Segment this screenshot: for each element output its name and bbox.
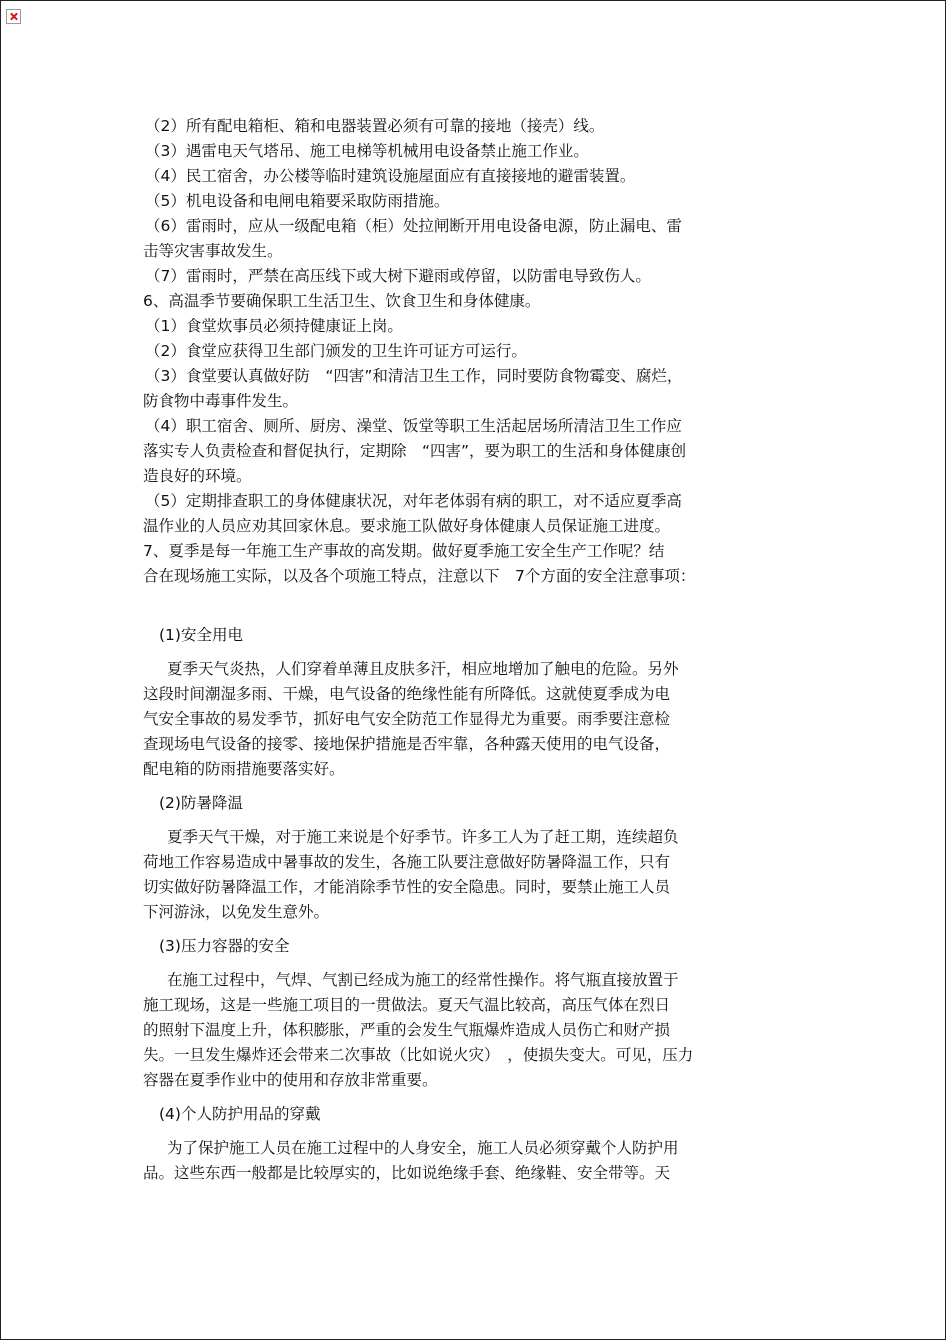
text-line: （2）食堂应获得卫生部门颁发的卫生许可证方可运行。 [145, 342, 527, 360]
text-line: （4）民工宿舍，办公楼等临时建筑设施屋面应有直接接地的避雷装置。 [145, 167, 636, 185]
text-line: 合在现场施工实际，以及各个项施工特点，注意以下 7个方面的安全注意事项： [143, 567, 696, 585]
text-line: 为了保护施工人员在施工过程中的人身安全，施工人员必须穿戴个人防护用 [167, 1139, 679, 1157]
text-line: 配电箱的防雨措施要落实好。 [143, 760, 345, 778]
text-line: （2）所有配电箱柜、箱和电器装置必须有可靠的接地（接壳）线。 [145, 117, 605, 135]
section-heading: (4)个人防护用品的穿戴 [159, 1105, 321, 1123]
text-line: 6、高温季节要确保职工生活卫生、饮食卫生和身体健康。 [143, 292, 541, 310]
text-line: （7）雷雨时，严禁在高压线下或大树下避雨或停留，以防雷电导致伤人。 [145, 267, 651, 285]
text-line: 防食物中毒事件发生。 [143, 392, 299, 410]
text-line: 品。这些东西一般都是比较厚实的，比如说绝缘手套、绝缘鞋、安全带等。天 [143, 1164, 671, 1182]
text-line: （3）遇雷电天气塔吊、施工电梯等机械用电设备禁止施工作业。 [145, 142, 589, 160]
text-line: 夏季天气炎热，人们穿着单薄且皮肤多汗，相应地增加了触电的危险。另外 [167, 660, 679, 678]
text-line: （5）机电设备和电闸电箱要采取防雨措施。 [145, 192, 450, 210]
text-line: 击等灾害事故发生。 [143, 242, 283, 260]
text-line: 夏季天气干燥，对于施工来说是个好季节。许多工人为了赶工期，连续超负 [167, 828, 679, 846]
text-line: （4）职工宿舍、厕所、厨房、澡堂、饭堂等职工生活起居场所清洁卫生工作应 [145, 417, 682, 435]
text-line: 容器在夏季作业中的使用和存放非常重要。 [143, 1071, 438, 1089]
text-line: （1）食堂炊事员必须持健康证上岗。 [145, 317, 403, 335]
document-body [143, 114, 793, 1186]
text-line: （3）食堂要认真做好防 “四害”和清洁卫生工作，同时要防食物霉变、腐烂， [145, 367, 683, 385]
text-line: 造良好的环境。 [143, 467, 252, 485]
text-line: 这段时间潮湿多雨、干燥，电气设备的绝缘性能有所降低。这就使夏季成为电 [143, 685, 671, 703]
text-line: 失。一旦发生爆炸还会带来二次事故（比如说火灾） ，使损失变大。可见，压力 [143, 1046, 694, 1064]
text-line: 在施工过程中，气焊、气割已经成为施工的经常性操作。将气瓶直接放置于 [167, 971, 679, 989]
text-line: 温作业的人员应劝其回家休息。要求施工队做好身体健康人员保证施工进度。 [143, 517, 671, 535]
text-line: 切实做好防暑降温工作，才能消除季节性的安全隐患。同时，要禁止施工人员 [143, 878, 671, 896]
text-line: 荷地工作容易造成中暑事故的发生，各施工队要注意做好防暑降温工作，只有 [143, 853, 671, 871]
text-line: 查现场电气设备的接零、接地保护措施是否牢靠，各种露天使用的电气设备， [143, 735, 671, 753]
text-line: （6）雷雨时，应从一级配电箱（柜）处拉闸断开用电设备电源，防止漏电、雷 [145, 217, 682, 235]
broken-image-icon [6, 9, 21, 24]
section-heading: (1)安全用电 [159, 626, 243, 644]
text-line: 施工现场，这是一些施工项目的一贯做法。夏天气温比较高，高压气体在烈日 [143, 996, 671, 1014]
text-line: 下河游泳，以免发生意外。 [143, 903, 330, 921]
text-line: 的照射下温度上升，体积膨胀，严重的会发生气瓶爆炸造成人员伤亡和财产损 [143, 1021, 671, 1039]
text-line: （5）定期排查职工的身体健康状况，对年老体弱有病的职工，对不适应夏季高 [145, 492, 682, 510]
section-heading: (3)压力容器的安全 [159, 937, 290, 955]
text-line: 落实专人负责检查和督促执行，定期除 “四害”，要为职工的生活和身体健康创 [143, 442, 687, 460]
section-heading: (2)防暑降温 [159, 794, 243, 812]
text-line: 7、夏季是每一年施工生产事故的高发期。做好夏季施工安全生产工作呢？结 [143, 542, 665, 560]
text-line: 气安全事故的易发季节，抓好电气安全防范工作显得尤为重要。雨季要注意检 [143, 710, 671, 728]
